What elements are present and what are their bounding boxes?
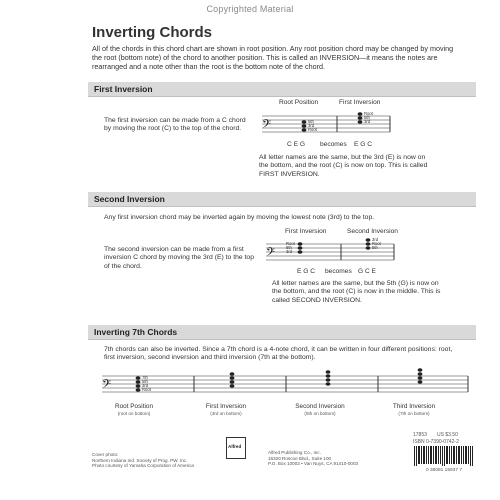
column-label-first-inversion: First Inversion [285, 228, 327, 235]
spelling-from: E G C [297, 268, 315, 275]
column-label-first-inversion: First Inversion [339, 99, 381, 106]
product-code: 17853 [413, 432, 427, 438]
spelling-to: E G C [354, 141, 372, 148]
price: US $3.50 [437, 432, 458, 438]
intro-paragraph: All of the chords in this chord chart are shown in root position. Any root position chord may be changed by moving the root (bottom note) of the chord to another position. This is called an INVERSION—it means the notes are rearranged and a note other than the root is the bottom note of the chord. [92, 44, 454, 71]
position-first: First Inversion (3rd on bottom) [205, 403, 247, 416]
spelling-to: G C E [358, 268, 376, 275]
svg-text:3rd: 3rd [364, 119, 371, 124]
watermark: Copyrighted Material [206, 4, 294, 14]
spelling-from: C E G [287, 141, 305, 148]
svg-text:Root: Root [142, 387, 151, 392]
first-inversion-description: The first inversion can be made from a C chord by moving the root (C) to the top of the chord. [104, 117, 246, 133]
seventh-chords-staff [102, 372, 470, 398]
svg-text:Root: Root [364, 111, 373, 116]
section-heading: Second Inversion [94, 194, 165, 204]
bass-clef-icon: 𝄢 [262, 118, 272, 134]
svg-text:Root: Root [286, 241, 295, 246]
becomes-label: becomes [325, 268, 352, 275]
becomes-label: becomes [320, 141, 347, 148]
section-header-7th-chords [88, 325, 476, 340]
section-header-second-inversion [88, 192, 476, 207]
svg-text:5th: 5th [286, 245, 292, 250]
svg-text:3rd: 3rd [372, 237, 379, 242]
svg-text:Root: Root [372, 241, 381, 246]
position-third: Third Inversion (7th on bottom) [392, 403, 436, 416]
seventh-description: 7th chords can also be inverted. Since a 7th chord is a 4-note chord, it can be written in four different positions: root, first inversion, second inversion and third inversion (7th at the bottom). [104, 346, 453, 362]
column-label-root-position: Root Position [279, 99, 319, 106]
isbn: ISBN 0-7390-0742-2 [413, 439, 459, 445]
bass-clef-icon: 𝄢 [102, 378, 112, 394]
page-title: Inverting Chords [92, 24, 213, 41]
column-label-second-inversion: Second Inversion [347, 228, 398, 235]
second-inversion-note: All letter names are the same, but the 5th (G) is now on the bottom, and the root (C) is now in the middle. This is called SECOND INVERSION. [272, 280, 441, 304]
bass-clef-icon: 𝄢 [266, 246, 276, 262]
svg-text:7th: 7th [142, 375, 148, 380]
svg-text:5th: 5th [142, 379, 148, 384]
position-root: Root Position (root on bottom) [114, 403, 153, 416]
section-header-first-inversion [88, 82, 476, 97]
svg-text:Root: Root [308, 127, 317, 132]
publisher-address: Alfred Publishing Co., Inc. 16320 Roscoe Blvd., Suite 100 P.O. Box 10003 • Van Nuys, CA 91410-0003 [268, 450, 359, 467]
svg-text:3rd: 3rd [286, 249, 293, 254]
first-inversion-staff [262, 112, 392, 138]
second-inversion-staff [266, 237, 396, 266]
svg-text:3rd: 3rd [142, 383, 149, 388]
second-inversion-lead: Any first inversion chord may be inverted again by moving the lowest note (3rd) to the top. [104, 214, 375, 221]
section-heading: First Inversion [94, 84, 153, 94]
second-inversion-description: The second inversion can be made from a first inversion C chord by moving the 3rd (E) to the top of the chord. [104, 246, 254, 270]
svg-text:5th: 5th [364, 115, 370, 120]
section-heading: Inverting 7th Chords [94, 327, 178, 337]
svg-text:3rd: 3rd [308, 123, 315, 128]
first-inversion-note: All letter names are the same, but the 3rd (E) is now on the bottom, and the root (C) is now on top. This is called FIRST INVERSION. [259, 154, 428, 178]
svg-text:5th: 5th [372, 245, 378, 250]
barcode-digits: 0 38081 15937 7 [425, 468, 462, 473]
footer-credits: Cover photo: Northern Indiana Ind. Society of Prog. PW. Inc. Photo courtesy of Yamaha Corporation of America [92, 452, 194, 469]
svg-text:5th: 5th [308, 119, 314, 124]
position-second: Second Inversion (5th on bottom) [295, 403, 345, 416]
alfred-logo: Alfred [226, 437, 246, 459]
